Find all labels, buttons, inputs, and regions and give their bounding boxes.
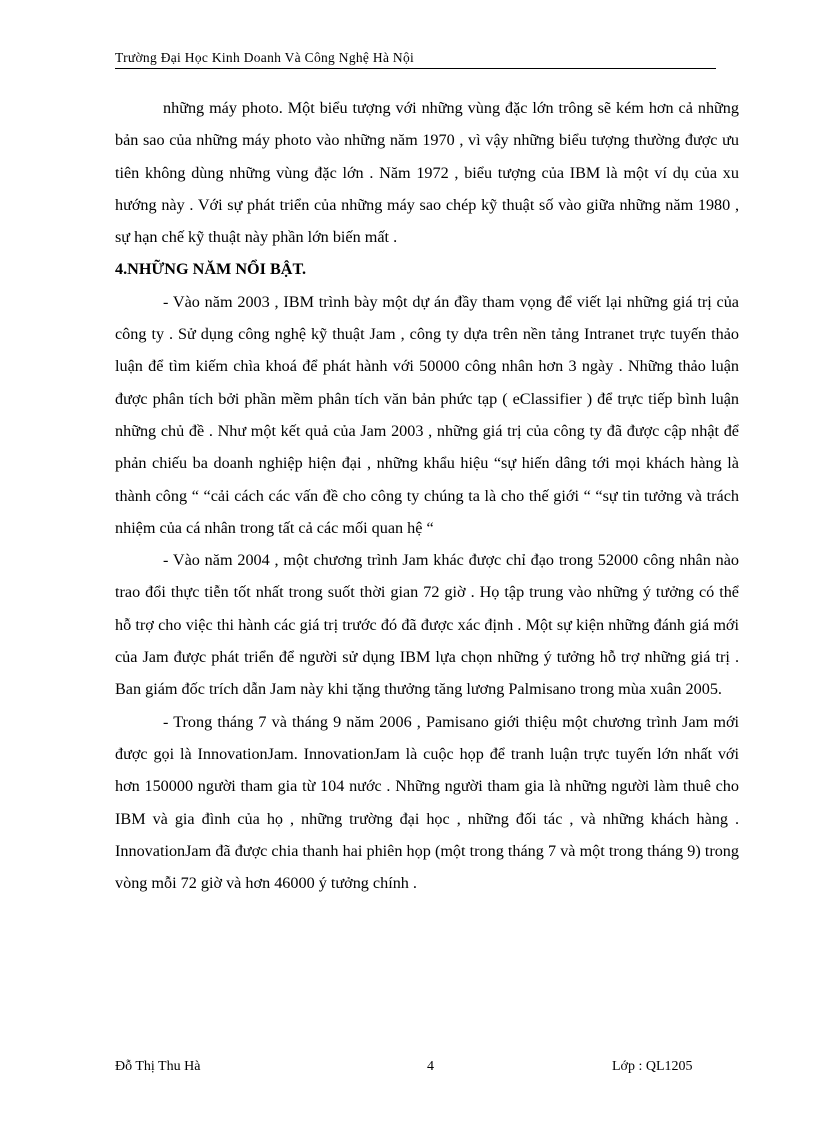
paragraph-2006: - Trong tháng 7 và tháng 9 năm 2006 , Pamisano giới thiệu một chương trình Jam mới được gọi là InnovationJam. InnovationJam là cuộc họp để tranh luận trực tuyến lớn nhất với hơn 150000 người tham gia từ 104 nước . Những người tham gia là những người làm thuê cho IBM và gia đình của họ , những trường đại học , những đối tác , và những khách hàng . InnovationJam đã được chia thanh hai phiên họp (một trong tháng 7 và một trong tháng 9) trong vòng mỗi 72 giờ và hơn 46000 ý tưởng chính . (115, 712, 739, 893)
page-header: Trường Đại Học Kinh Doanh Và Công Nghệ Hà Nội (115, 50, 716, 69)
page-footer (115, 1058, 715, 1078)
footer-author: Đỗ Thị Thu Hà (115, 1059, 201, 1074)
paragraph-2003: - Vào năm 2003 , IBM trình bày một dự án đầy tham vọng để viết lại những giá trị của công ty . Sử dụng công nghệ kỹ thuật Jam , công ty dựa trên nền tảng Intranet trực tuyến thảo luận để tìm kiếm chìa khoá để phát hành với 50000 công nhân hơn 3 ngày . Những thảo luận được phân tích bởi phần mềm phân tích văn bản phức tạp ( eClassifier ) để trực tiếp bình luận những chủ đề . Như một kết quả của Jam 2003 , những giá trị của công ty đã được cập nhật để phản chiếu ba doanh nghiệp hiện đại , những khẩu hiệu “sự hiến dâng tới mọi khách hàng là thành công “ “cải cách các vấn đề cho công ty chúng ta là cho thế giới “ “sự tin tưởng và trách nhiệm của cá nhân trong tất cả các mối quan hệ “ (115, 292, 739, 537)
paragraph-2004: - Vào năm 2004 , một chương trình Jam khác được chỉ đạo trong 52000 công nhân nào trao đổi thực tiễn tốt nhất trong suốt thời gian 72 giờ . Họ tập trung vào những ý tưởng có thể hỗ trợ cho việc thi hành các giá trị trước đó đã được xác định . Một sự kiện những đánh giá mới của Jam được phát triển để người sử dụng IBM lựa chọn những ý tưởng hỗ trợ những giá trị . Ban giám đốc trích dẫn Jam này khi tặng thưởng tăng lương Palmisano trong mùa xuân 2005. (115, 551, 739, 699)
document-body (115, 92, 739, 899)
footer-page-number: 4 (427, 1059, 434, 1074)
section-heading: 4.NHỮNG NĂM NỔI BẬT. (115, 260, 307, 279)
paragraph-intro: những máy photo. Một biểu tượng với những vùng đặc lớn trông sẽ kém hơn cả những bản sao của những máy photo vào những năm 1970 , vì vậy những biểu tượng thường được ưu tiên không dùng những vùng đặc lớn . Năm 1972 , biểu tượng của IBM là một ví dụ của xu hướng này . Với sự phát triển của những máy sao chép kỹ thuật số vào giữa những năm 1980 , sự hạn chế kỹ thuật này phần lớn biến mất . (115, 99, 739, 247)
footer-class: Lớp : QL1205 (612, 1059, 693, 1074)
